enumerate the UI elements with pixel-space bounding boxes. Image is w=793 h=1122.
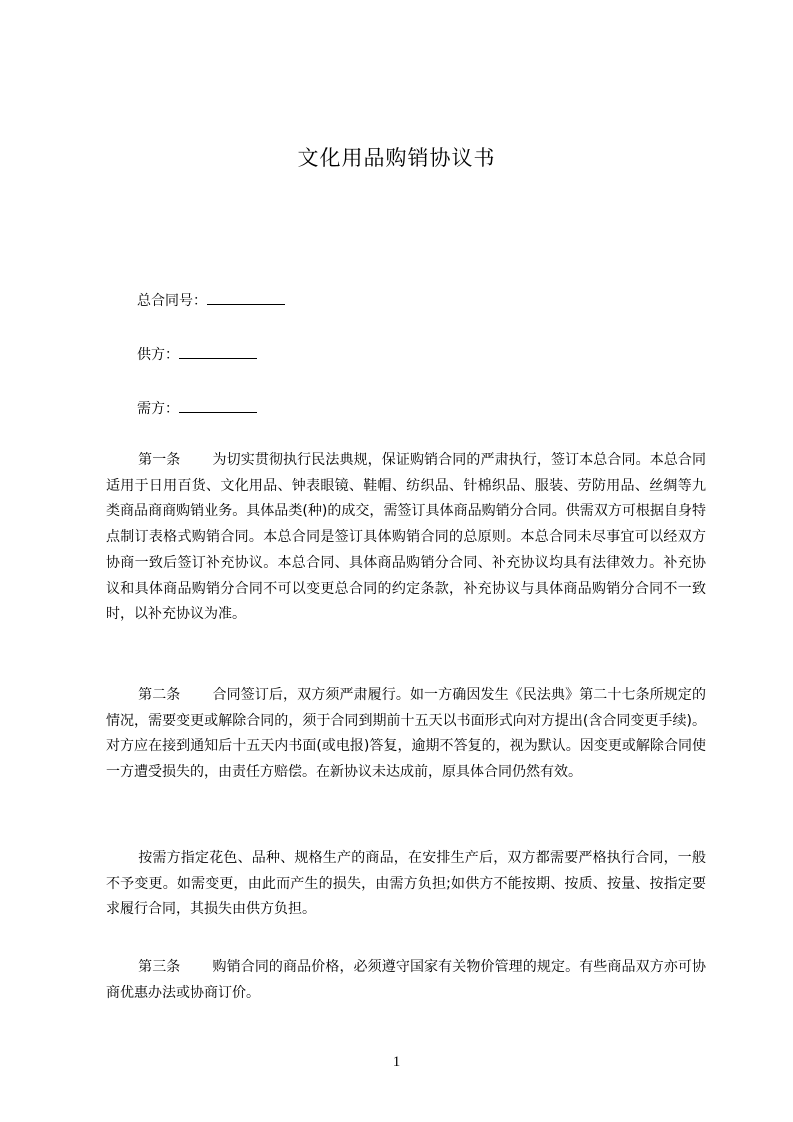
- supplier-label: 供方：: [137, 347, 179, 363]
- buyer-label: 需方：: [137, 401, 179, 417]
- article-text: 为切实贯彻执行民法典规，保证购销合同的严肃执行，签订本总合同。本总合同适用于日用百货、文化用品、钟表眼镜、鞋帽、纺织品、针棉织品、服装、劳防用品、丝绸等九类商品商商购销业务。具体品类(种)的成交，需签订具体商品购销分合同。供需双方可根据自身特点制订表格式购销合同。本总合同是签订具体购销合同的总原则。本总合同未尽事宜可以经双方协商一致后签订补充协议。本总合同、具体商品购销分合同、补充协议均具有法律效力。补充协议和具体商品购销分合同不可以变更总合同的约定条款，补充协议与具体商品购销分合同不一致时，以补充协议为准。: [106, 452, 707, 623]
- supplier-field: [137, 344, 257, 365]
- contract-no-blank[interactable]: [207, 290, 285, 305]
- supplier-blank[interactable]: [179, 344, 257, 359]
- article-text: 合同签订后，双方须严肃履行。如一方确因发生《民法典》第二十七条所规定的情况，需要变更或解除合同的，须于合同到期前十五天以书面形式向对方提出(含合同变更手续)。对方应在接到通知后十五天内书面(或电报)答复，逾期不答复的，视为默认。因变更或解除合同使一方遭受损失的，由责任方赔偿。在新协议未达成前，原具体合同仍然有效。: [106, 687, 707, 781]
- article-heading: 第三条: [138, 959, 181, 975]
- page-number: 1: [392, 1054, 401, 1070]
- article-heading: 第一条: [138, 452, 181, 468]
- contract-no-label: 总合同号：: [137, 293, 207, 309]
- article-text: 按需方指定花色、品种、规格生产的商品，在安排生产后，双方都需要严格执行合同，一般不予变更。如需变更，由此而产生的损失，由需方负担;如供方不能按期、按质、按量、按指定要求履行合同，其损失由供方负担。: [106, 850, 706, 918]
- contract-no-field: [137, 290, 285, 311]
- article-heading: 第二条: [138, 687, 181, 703]
- article-text: 购销合同的商品价格，必须遵守国家有关物价管理的规定。有些商品双方亦可协商优惠办法或协商订价。: [106, 959, 707, 1001]
- buyer-field: [137, 398, 257, 419]
- article-1: [106, 448, 706, 628]
- article-2-supplement: [106, 846, 706, 923]
- article-3: [106, 955, 706, 1006]
- buyer-blank[interactable]: [179, 398, 257, 413]
- document-title: 文化用品购销协议书: [297, 146, 496, 170]
- article-2: [106, 683, 706, 786]
